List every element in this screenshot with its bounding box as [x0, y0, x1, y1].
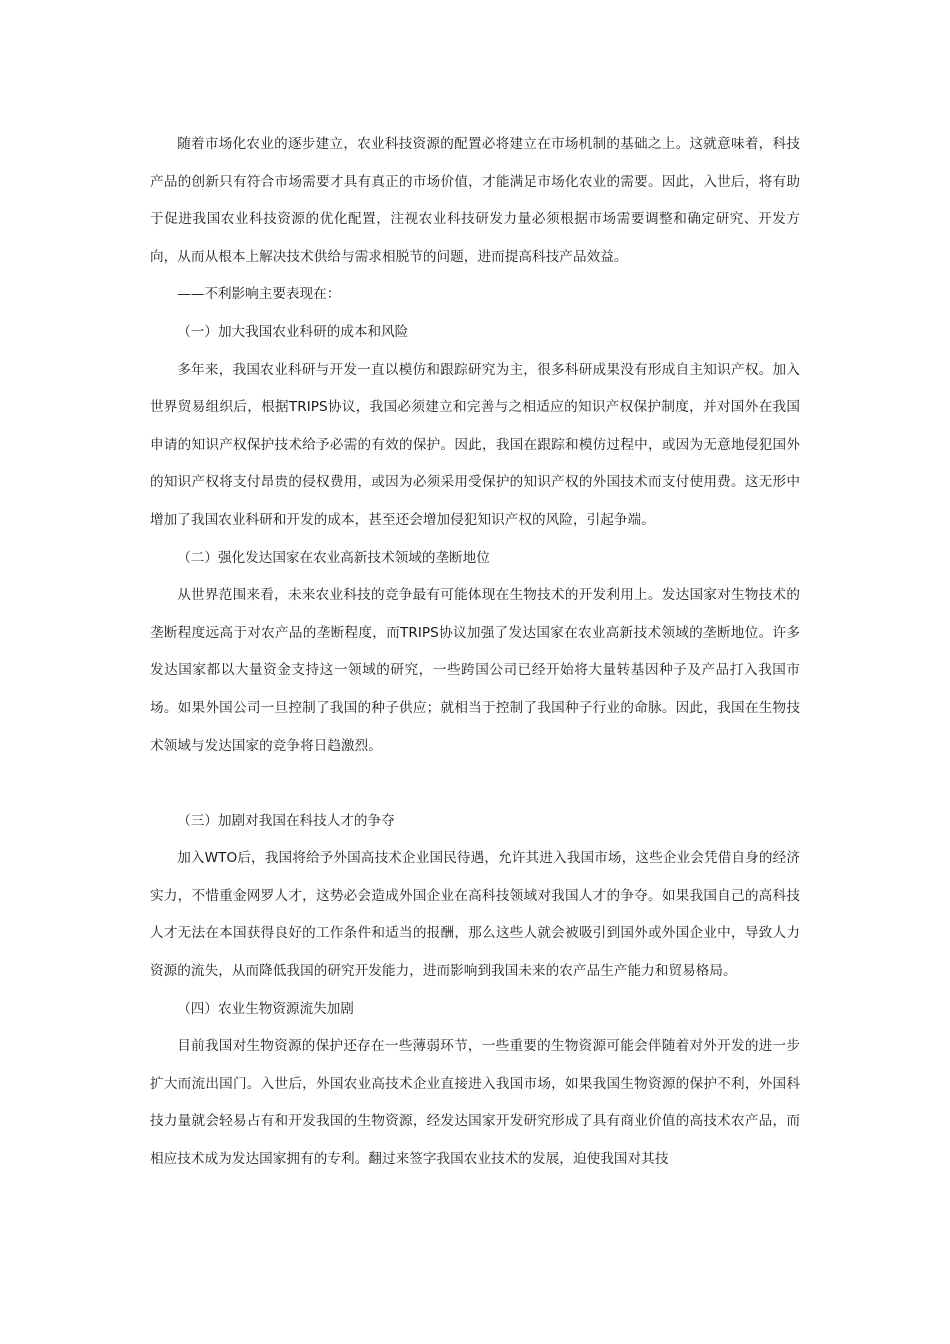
section-heading-1: （一）加大我国农业科研的成本和风险 [177, 323, 409, 340]
paragraph-monopoly: 从世界范围来看，未来农业科技的竞争最有可能体现在生物技术的开发利用上。发达国家对生物技术的垄断程度远高于对农产品的垄断程度，而TRIPS协议加强了发达国家在农业高新技术领域的垄断地位。许多发达国家都以大量资金支持这一领域的研究，一些跨国公司已经开始将大量转基因种子及产品打入我国市场。如果外国公司一旦控制了我国的种子供应；就相当于控制了我国种子行业的命脉。因此，我国在生物技术领域与发达国家的竞争将日趋激烈。 [150, 587, 800, 754]
paragraph-research-cost: 多年来，我国农业科研与开发一直以模仿和跟踪研究为主，很多科研成果没有形成自主知识产权。加入世界贸易组织后，根据TRIPS协议，我国必须建立和完善与之相适应的知识产权保护制度，并对国外在我国申请的知识产权保护技术给予必需的有效的保护。因此，我国在跟踪和模仿过程中，或因为无意地侵犯国外的知识产权将支付昂贵的侵权费用，或因为必须采用受保护的知识产权的外国技术而支付使用费。这无形中增加了我国农业科研和开发的成本，甚至还会增加侵犯知识产权的风险，引起争端。 [150, 361, 800, 528]
section-heading-4: （四）农业生物资源流失加剧 [177, 1000, 354, 1017]
paragraph-bio-resources: 目前我国对生物资源的保护还存在一些薄弱环节，一些重要的生物资源可能会伴随着对外开发的进一步扩大而流出国门。入世后，外国农业高技术企业直接进入我国市场，如果我国生物资源的保护不利，外国科技力量就会轻易占有和开发我国的生物资源，经发达国家开发研究形成了具有商业价值的高技术农产品，而相应技术成为发达国家拥有的专利。翻过来签字我国农业技术的发展，迫使我国对其技 [150, 1038, 800, 1168]
paragraph-talent: 加入WTO后，我国将给予外国高技术企业国民待遇，允许其进入我国市场，这些企业会凭借自身的经济实力，不惜重金网罗人才，这势必会造成外国企业在高科技领域对我国人才的争夺。如果我国自己的高科技人才无法在本国获得良好的工作条件和适当的报酬，那么这些人就会被吸引到国外或外国企业中，导致人力资源的流失，从而降低我国的研究开发能力，进而影响到我国未来的农产品生产能力和贸易格局。 [150, 850, 800, 980]
blank-line [150, 765, 800, 803]
paragraph-market-allocation: 随着市场化农业的逐步建立，农业科技资源的配置必将建立在市场机制的基础之上。这就意味着，科技产品的创新只有符合市场需要才具有真正的市场价值，才能满足市场化农业的需要。因此，入世后，将有助于促进我国农业科技资源的优化配置，注视农业科技研发力量必须根据市场需要调整和确定研究、开发方向，从而从根本上解决技术供给与需求相脱节的问题，进而提高科技产品效益。 [150, 136, 800, 265]
section-intro-negative-effects: ——不利影响主要表现在： [177, 286, 341, 303]
document-page [150, 126, 800, 1179]
section-heading-3: （三）加剧对我国在科技人才的争夺 [177, 812, 395, 829]
section-heading-2: （二）强化发达国家在农业高新技术领域的垄断地位 [177, 549, 490, 566]
